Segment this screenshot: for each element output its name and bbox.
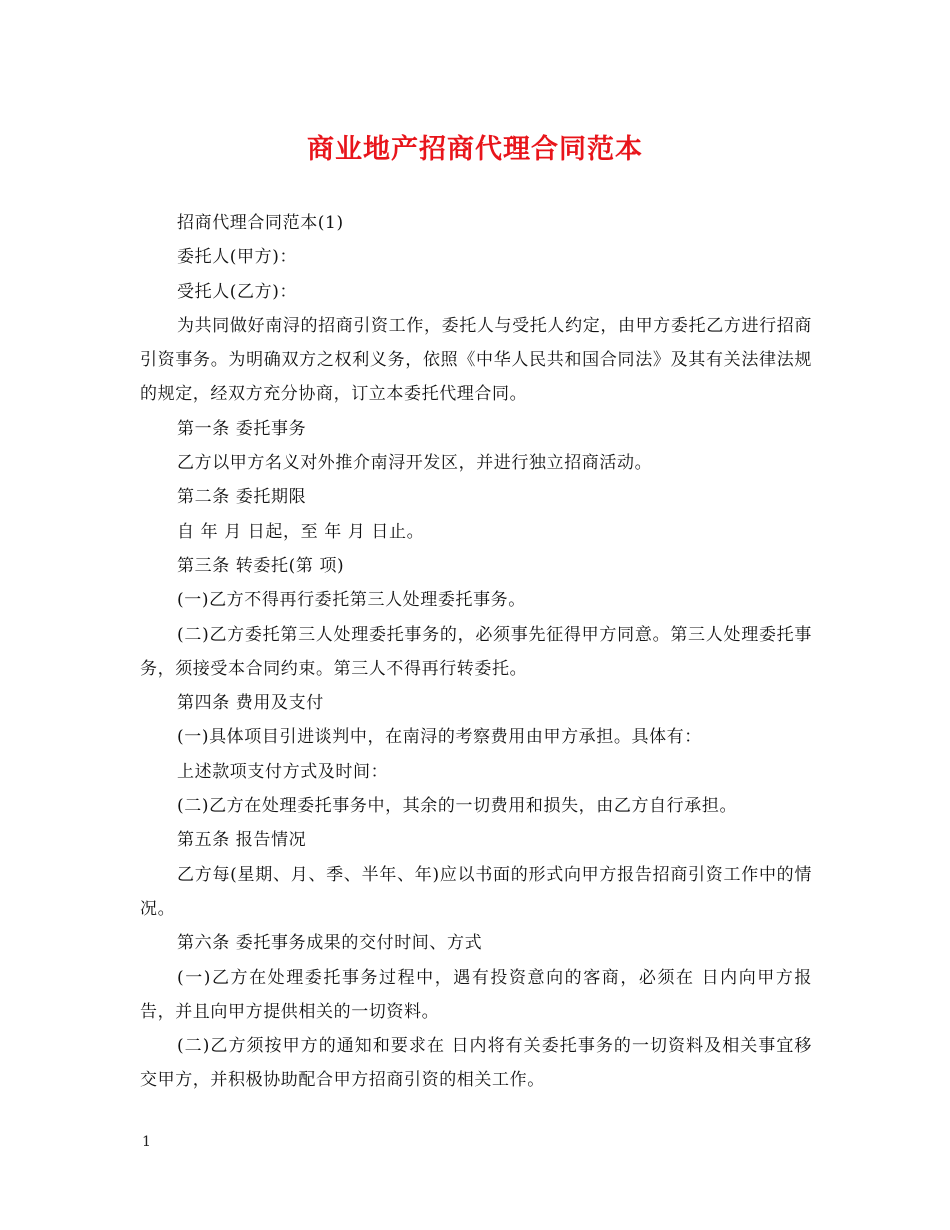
paragraph-intro-heading: 招商代理合同范本(1): [177, 213, 344, 233]
article-4-heading: 第四条 费用及支付: [177, 693, 324, 714]
article-6-heading: 第六条 委托事务成果的交付时间、方式: [177, 933, 483, 954]
paragraph-party-b: 受托人(乙方)：: [177, 281, 298, 302]
article-3-item-1: (一)乙方不得再行委托第三人处理委托事务。: [177, 590, 526, 611]
article-5-body: 乙方每(星期、月、季、半年、年)应以书面的形式向甲方报告招商引资工作中的情况。: [140, 864, 812, 919]
document-title: 商业地产招商代理合同范本: [307, 134, 643, 165]
article-3-heading: 第三条 转委托(第 项): [177, 555, 345, 576]
article-1-body: 乙方以甲方名义对外推介南浔开发区，并进行独立招商活动。: [177, 453, 653, 474]
article-6-item-2: (二)乙方须按甲方的通知和要求在 日内将有关委托事务的一切资料及相关事宜移交甲方，并积极协助配合甲方招商引资的相关工作。: [140, 1036, 812, 1091]
paragraph-preamble: 为共同做好南浔的招商引资工作，委托人与受托人约定，由甲方委托乙方进行招商引资事务。为明确双方之权利义务，依照《中华人民共和国合同法》及其有关法律法规的规定，经双方充分协商，订立本委托代理合同。: [140, 315, 812, 405]
paragraph-party-a: 委托人(甲方)：: [177, 247, 298, 268]
article-4-payment: 上述款项支付方式及时间：: [177, 761, 389, 782]
article-2-heading: 第二条 委托期限: [177, 487, 307, 508]
article-3-item-2: (二)乙方委托第三人处理委托事务的，必须事先征得甲方同意。第三人处理委托事务，须接受本合同约束。第三人不得再行转委托。: [140, 624, 812, 679]
article-4-item-1: (一)具体项目引进谈判中，在南浔的考察费用由甲方承担。具体有：: [177, 727, 702, 748]
page-number: 1: [142, 1134, 151, 1150]
document-body: [140, 206, 812, 1098]
article-2-body: 自 年 月 日起，至 年 月 日止。: [177, 521, 425, 542]
article-1-heading: 第一条 委托事务: [177, 418, 307, 439]
article-4-item-2: (二)乙方在处理委托事务中，其余的一切费用和损失，由乙方自行承担。: [177, 796, 738, 817]
article-6-item-1: (一)乙方在处理委托事务过程中，遇有投资意向的客商，必须在 日内向甲方报告，并且向甲方提供相关的一切资料。: [140, 967, 812, 1022]
article-5-heading: 第五条 报告情况: [177, 830, 307, 851]
